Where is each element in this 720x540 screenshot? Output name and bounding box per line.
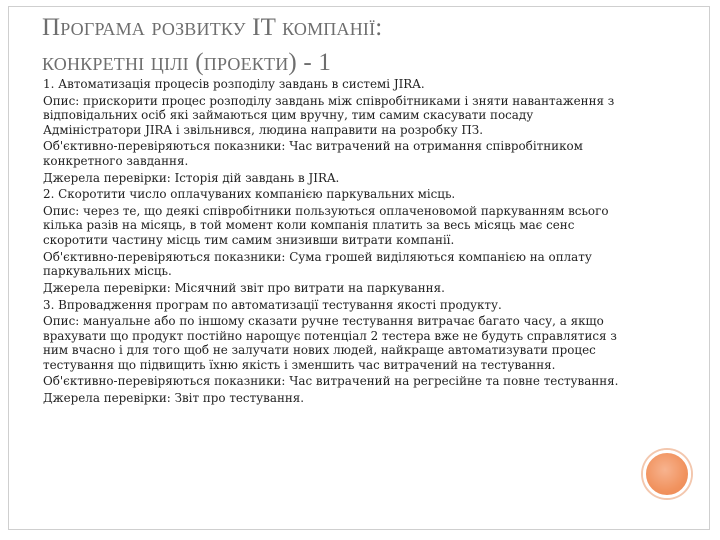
- project-1-indicators: Об'єктивно-перевіряються показники: Час витрачений на отримання співробітником конкретного завдання.: [43, 139, 583, 168]
- project-3-description: Опис: мануальне або по іншому сказати ручне тестування витрачає багато часу, а якщо врахувати що продукт постійно нарощує потенціал 2 тестера вже не будуть справлятися з ним вчасно і для того щоб не залучати нових людей, найкраще автоматизувати процес тестування що підвищить їхню якість і зменшить час витрачений на тестування.: [43, 314, 617, 372]
- project-2-heading: 2. Скоротити число оплачуваних компанією паркувальних місць.: [43, 187, 456, 202]
- slide-title-line-1: Програма розвитку IT компанії:: [42, 14, 383, 41]
- project-1-description: Опис: прискорити процес розподілу завдань між співробітниками і зняти навантаження з відповідальних осіб які займаються цим вручну, тим самим скасувати посаду Адміністратори JIRA і звільнився, людина направити на розробку ПЗ.: [43, 93, 615, 137]
- project-2-sources: Джерела перевірки: Місячний звіт про витрати на паркування.: [43, 280, 445, 295]
- project-3-indicators: Об'єктивно-перевіряються показники: Час витрачений на регресійне та повне тестування.: [43, 374, 619, 389]
- slide-title-line-2: конкретні цілі (проекти) - 1: [42, 49, 332, 76]
- project-1-sources: Джерела перевірки: Історія дій завдань в JIRA.: [43, 170, 340, 185]
- slide-title: [42, 10, 642, 80]
- decorative-circle: [643, 450, 691, 498]
- project-2-description: Опис: через те, що деякі співробітники пользуються оплаченовомой паркуванням всього кілька разів на місяць, в той момент коли компанія платить за весь місяць має сенс скоротити частину місць тим самим знизивши витрати компанії.: [43, 203, 609, 247]
- slide-body: [43, 76, 631, 408]
- project-2-indicators: Об'єктивно-перевіряються показники: Сума грошей виділяються компанією на оплату паркувальних місць.: [43, 249, 592, 279]
- project-3-heading: 3. Впровадження програм по автоматизації тестування якості продукту.: [43, 297, 502, 312]
- project-3-sources: Джерела перевірки: Звіт про тестування.: [43, 391, 305, 406]
- project-1-heading: 1. Автоматизація процесів розподілу завдань в системі JIRA.: [43, 77, 425, 91]
